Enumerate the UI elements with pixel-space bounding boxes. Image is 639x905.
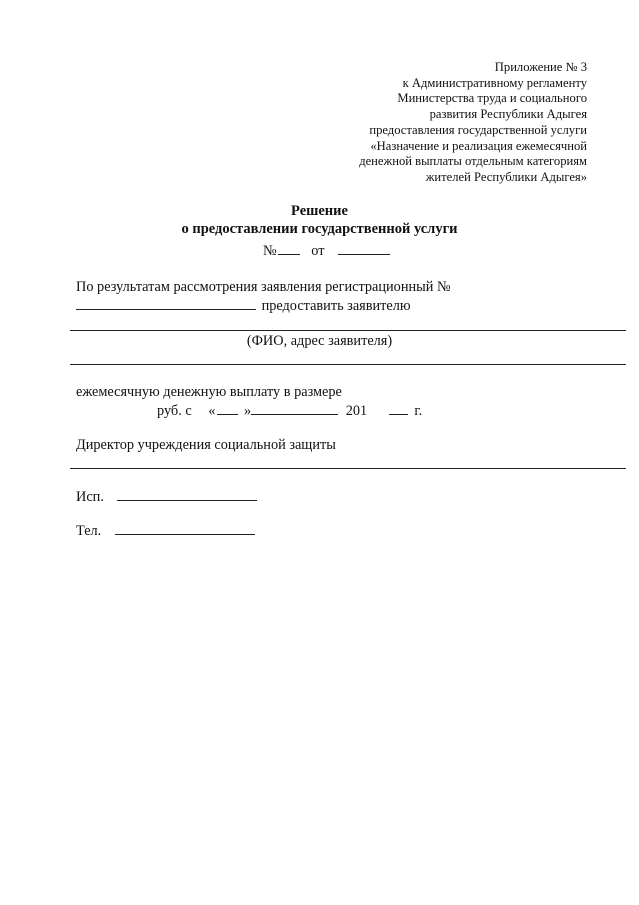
year-suffix: г.	[414, 403, 423, 419]
date-label: от	[311, 243, 325, 259]
director-label: Директор учреждения социальной защиты	[76, 437, 336, 453]
quote-open: «	[208, 403, 216, 419]
day-blank[interactable]	[217, 402, 238, 415]
decision-subtitle: о предоставлении государственной услуги	[181, 221, 458, 237]
appendix-line: предоставления государственной услуги	[369, 122, 587, 137]
appendix-line: «Назначение и реализация ежемесячной	[370, 138, 587, 153]
rub-from-label: руб. с	[157, 403, 192, 419]
phone-label: Тел.	[76, 523, 102, 539]
payment-text: ежемесячную денежную выплату в размере	[76, 384, 342, 400]
appendix-header	[359, 60, 587, 186]
quote-close: »	[244, 403, 252, 419]
applicant-line-2[interactable]	[70, 364, 626, 365]
body-line-grant	[76, 297, 411, 315]
year-prefix: 201	[345, 403, 368, 419]
month-blank[interactable]	[251, 402, 338, 415]
grant-text: предоставить заявителю	[261, 298, 411, 314]
appendix-line: Министерства труда и социального	[397, 91, 587, 106]
date-blank[interactable]	[338, 242, 390, 255]
appendix-line: развития Республики Адыгея	[429, 107, 587, 122]
director-signature-line[interactable]	[70, 468, 626, 469]
appendix-line: Приложение № 3	[494, 60, 587, 74]
executor-row	[76, 488, 257, 506]
decision-title: Решение	[291, 203, 348, 219]
registration-number-blank[interactable]	[76, 297, 256, 310]
decision-number-row	[263, 242, 390, 260]
year-blank[interactable]	[389, 402, 408, 415]
phone-row	[76, 522, 255, 540]
executor-label: Исп.	[76, 489, 104, 505]
applicant-line-1[interactable]	[70, 330, 626, 331]
applicant-hint: (ФИО, адрес заявителя)	[246, 333, 393, 349]
number-label: №	[263, 243, 277, 259]
body-line-registration: По результатам рассмотрения заявления регистрационный №	[76, 279, 451, 295]
appendix-line: денежной выплаты отдельным категориям	[359, 154, 587, 169]
executor-blank[interactable]	[117, 488, 257, 501]
phone-blank[interactable]	[115, 522, 255, 535]
payment-date-row	[157, 402, 422, 420]
appendix-line: к Административному регламенту	[402, 75, 587, 90]
appendix-line: жителей Республики Адыгея»	[425, 169, 587, 184]
number-blank[interactable]	[278, 242, 300, 255]
